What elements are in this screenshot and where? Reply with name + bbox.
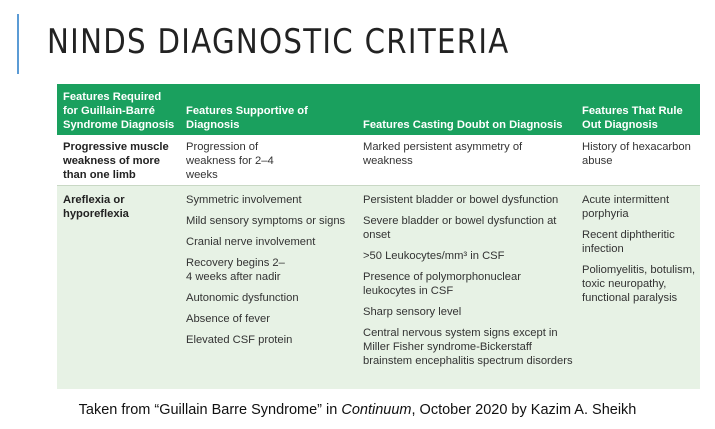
list-item: Recovery begins 2–4 weeks after nadir (186, 257, 285, 283)
supportive-feature-1: Progression of weakness for 2–4 weeks (186, 141, 274, 181)
list-item: Severe bladder or bowel dysfunction at onset (363, 215, 557, 241)
header-doubt: Features Casting Doubt on Diagnosis (363, 119, 563, 131)
list-item: Elevated CSF protein (186, 334, 293, 346)
slide-title: NINDS DIAGNOSTIC CRITERIA (47, 22, 510, 62)
doubt-list (363, 193, 575, 368)
source-caption (0, 402, 715, 418)
caption-journal: Continuum (341, 402, 412, 418)
list-item: Poliomyelitis, botulism, toxic neuropathy, functional paralysis (582, 264, 696, 304)
ruleout-feature-1: History of hexacarbon abuse (582, 141, 691, 167)
header-required: Features Required for Guillain-Barré Syndrome Diagnosis (63, 91, 175, 131)
list-item: Symmetric involvement (186, 194, 302, 206)
required-feature-2: Areflexia or hyporeflexia (63, 194, 129, 220)
list-item: Central nervous system signs except in Miller Fisher syndrome-Bickerstaff brainstem encephalitis spectrum disorders (363, 327, 573, 367)
header-supportive: Features Supportive of Diagnosis (186, 105, 308, 131)
header-ruleout: Features That Rule Out Diagnosis (582, 105, 683, 131)
caption-text-before: Taken from “Guillain Barre Syndrome” in (78, 402, 342, 418)
list-item: Recent diphtheritic infection (582, 229, 675, 255)
required-feature-1: Progressive muscle weakness of more than one limb (63, 141, 169, 181)
list-item: Autonomic dysfunction (186, 292, 299, 304)
list-item: Mild sensory symptoms or signs (186, 215, 346, 227)
list-item: Acute intermittent porphyria (582, 194, 670, 220)
list-item: Persistent bladder or bowel dysfunction (363, 194, 559, 206)
list-item: Sharp sensory level (363, 306, 462, 318)
row-divider (57, 185, 700, 186)
doubt-feature-1: Marked persistent asymmetry of weakness (363, 141, 523, 167)
list-item: Absence of fever (186, 313, 270, 325)
supportive-list (186, 193, 358, 347)
list-item: Presence of polymorphonuclear leukocytes in CSF (363, 271, 521, 297)
list-item: Cranial nerve involvement (186, 236, 316, 248)
ruleout-list (582, 193, 698, 305)
caption-text-after: , October 2020 by Kazim A. Sheikh (411, 402, 637, 418)
title-accent-bar (17, 14, 19, 74)
list-item: >50 Leukocytes/mm³ in CSF (363, 250, 505, 262)
criteria-table (57, 84, 700, 389)
